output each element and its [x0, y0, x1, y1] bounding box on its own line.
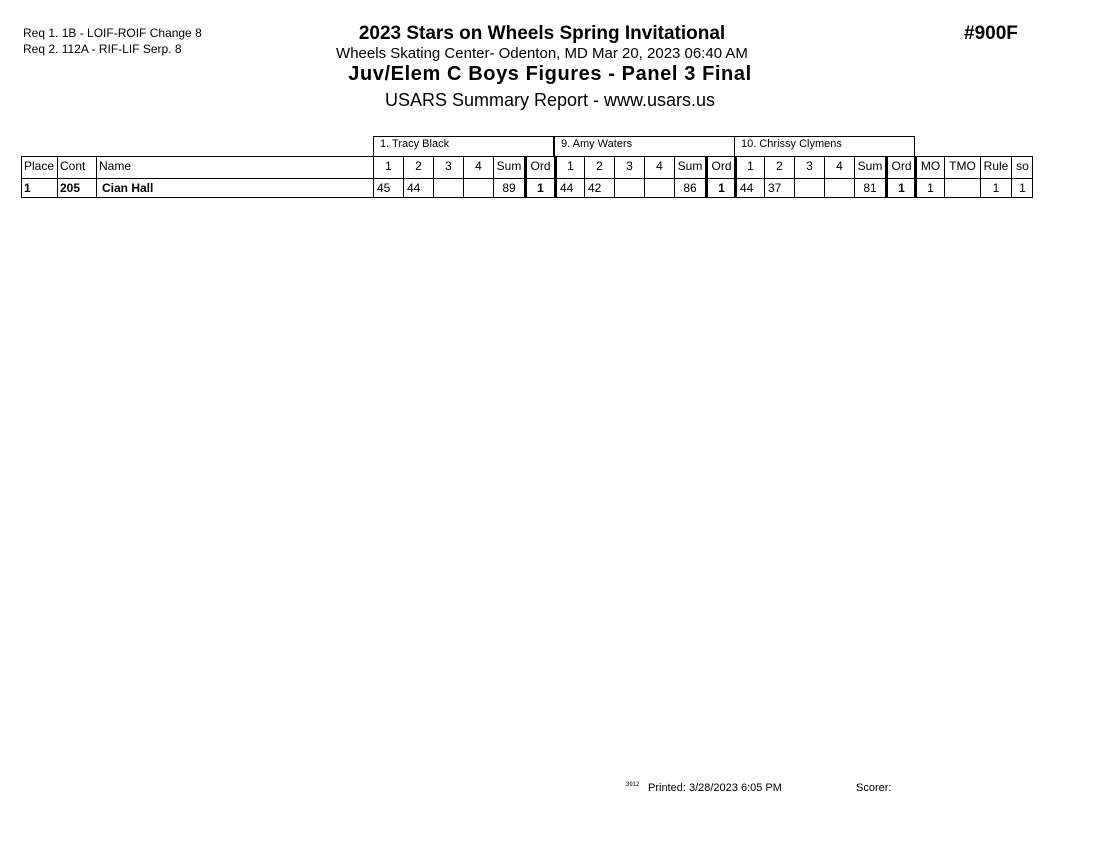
header-row-j0_s3-cell: 4: [463, 157, 493, 178]
table-row-j2_s1-cell: 37: [764, 179, 794, 197]
table-row-mo-cell: 1: [914, 179, 944, 197]
table-row-place-cell: 1: [21, 179, 57, 197]
table-row-j0_s0-cell: 45: [373, 179, 403, 197]
table-row-rule-cell: 1: [980, 179, 1011, 197]
printed-timestamp: Printed: 3/28/2023 6:05 PM: [648, 782, 782, 794]
header-row-so-cell: so: [1011, 157, 1033, 178]
table-row-j2_s3-cell: [824, 179, 854, 197]
venue-date-line: Wheels Skating Center- Odenton, MD Mar 20, 2023 06:40 AM: [336, 45, 748, 62]
header-row-j2_ord-cell: Ord: [885, 157, 915, 178]
header-row-j0_ord-cell: Ord: [524, 157, 554, 178]
table-row-so-cell: 1: [1011, 179, 1033, 197]
table-row-j2_ord-cell: 1: [885, 179, 915, 197]
judge-name-2: 9. Amy Waters: [554, 136, 735, 157]
header-row-j2_s1-cell: 2: [764, 157, 794, 178]
table-row-j1_s0-cell: 44: [554, 179, 584, 197]
header-row-j1_s1-cell: 2: [584, 157, 614, 178]
judge-name-3: 10. Chrissy Clymens: [734, 136, 915, 157]
header-row-j1_sum-cell: Sum: [674, 157, 705, 178]
header-row-j2_s0-cell: 1: [734, 157, 764, 178]
header-row-place-cell: Place: [21, 157, 57, 178]
table-row-j0_ord-cell: 1: [524, 179, 554, 197]
table-row-name-cell: Cian Hall: [96, 179, 373, 197]
header-row-j1_ord-cell: Ord: [705, 157, 735, 178]
event-title: Juv/Elem C Boys Figures - Panel 3 Final: [348, 63, 752, 85]
header-row-j0_s2-cell: 3: [433, 157, 463, 178]
requirement-2: Req 2. 112A - RIF-LIF Serp. 8: [23, 42, 182, 56]
page-mark: 3912: [626, 782, 640, 788]
header-row-j1_s3-cell: 4: [644, 157, 674, 178]
table-row-j2_sum-cell: 81: [854, 179, 885, 197]
table-row: [21, 178, 1033, 198]
table-row-tmo-cell: [944, 179, 980, 197]
report-title: USARS Summary Report - www.usars.us: [384, 90, 716, 110]
scorer-label: Scorer:: [856, 782, 892, 794]
table-row-j2_s2-cell: [794, 179, 824, 197]
competition-title: 2023 Stars on Wheels Spring Invitational: [358, 23, 726, 44]
header-row-name-cell: Name: [96, 157, 373, 178]
table-row-j1_ord-cell: 1: [705, 179, 735, 197]
header-row-tmo-cell: TMO: [944, 157, 980, 178]
header-row-j2_s3-cell: 4: [824, 157, 854, 178]
header-row-j0_s1-cell: 2: [403, 157, 433, 178]
header-row-j1_s2-cell: 3: [614, 157, 644, 178]
table-row-j0_s2-cell: [433, 179, 463, 197]
table-row-j1_sum-cell: 86: [674, 179, 705, 197]
table-row-j1_s3-cell: [644, 179, 674, 197]
header-row: [21, 156, 1033, 179]
header-row-rule-cell: Rule: [980, 157, 1011, 178]
table-row-j0_sum-cell: 89: [493, 179, 524, 197]
header-row-j0_sum-cell: Sum: [493, 157, 524, 178]
table-row-j0_s1-cell: 44: [403, 179, 433, 197]
header-row-j2_s2-cell: 3: [794, 157, 824, 178]
header-row-j1_s0-cell: 1: [554, 157, 584, 178]
requirement-1: Req 1. 1B - LOIF-ROIF Change 8: [23, 26, 202, 40]
header-row-cont-cell: Cont: [57, 157, 96, 178]
judge-name-1: 1. Tracy Black: [373, 136, 554, 157]
table-row-j1_s1-cell: 42: [584, 179, 614, 197]
header-row-j2_sum-cell: Sum: [854, 157, 885, 178]
event-number: #900F: [964, 23, 1018, 44]
table-row-j0_s3-cell: [463, 179, 493, 197]
table-row-j1_s2-cell: [614, 179, 644, 197]
table-row-j2_s0-cell: 44: [734, 179, 764, 197]
table-row-cont-cell: 205: [57, 179, 96, 197]
header-row-mo-cell: MO: [914, 157, 944, 178]
header-row-j0_s0-cell: 1: [373, 157, 403, 178]
